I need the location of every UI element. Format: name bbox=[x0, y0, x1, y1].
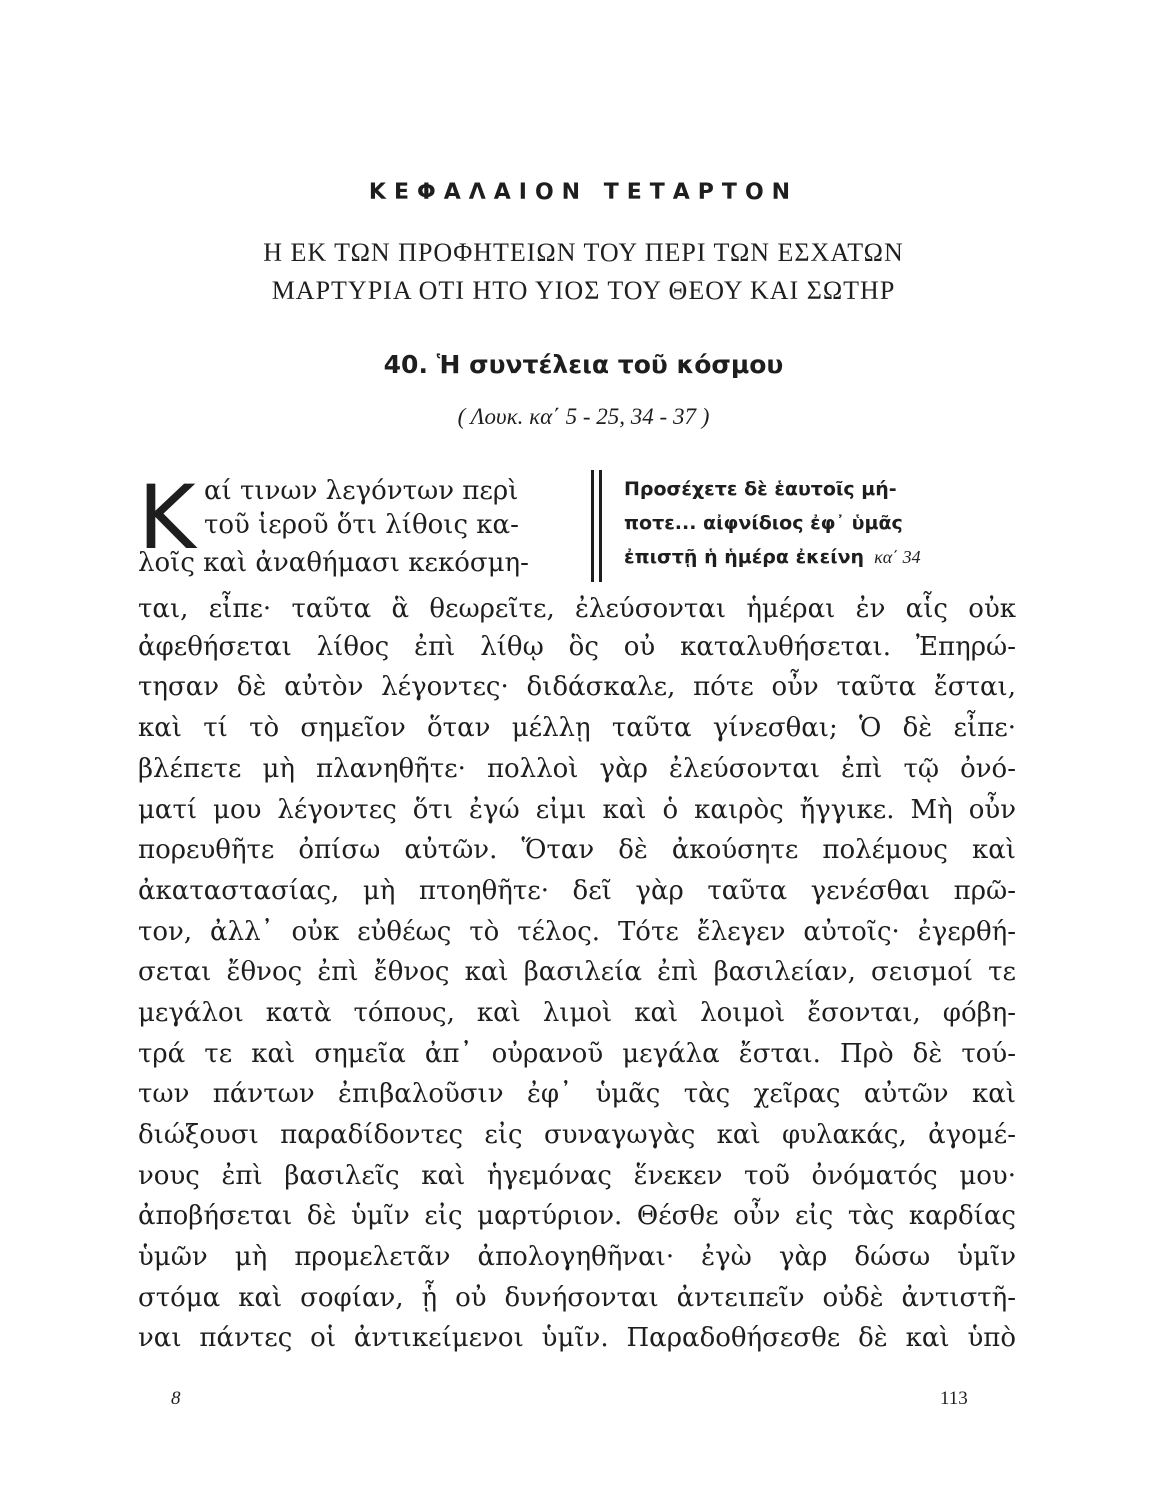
intro-line-1: αί τινων λεγόντων περὶ bbox=[204, 476, 519, 506]
chapter-subtitle-line-2: ΜΑΡΤΥΡΙΑ ΟΤΙ ΗΤΟ ΥΙΟΣ ΤΟΥ ΘΕΟΥ ΚΑΙ ΣΩΤΗΡ bbox=[271, 276, 896, 305]
signature-mark: 8 bbox=[171, 1388, 181, 1409]
body-line: ἀποβήσεται δὲ ὑμῖν εἰς μαρτύριον. Θέσθε οὖν εἰς τὰς καρδίας bbox=[138, 1201, 1016, 1231]
sidenote-line-1: Προσέχετε δὲ ἑαυτοῖς μή- bbox=[624, 478, 897, 500]
sidenote-line-2: ποτε... αἰφνίδιος ἐφ᾽ ὑμᾶς bbox=[624, 512, 903, 534]
sidenote-line-3-text: ἐπιστῇ ἡ ἡμέρα ἐκείνη bbox=[624, 546, 865, 568]
intro-line-2: τοῦ ἱεροῦ ὅτι λίθοις κα- bbox=[204, 510, 519, 540]
body-line: διώξουσι παραδίδοντες εἰς συναγωγὰς καὶ φυλακάς, ἀγομέ- bbox=[138, 1120, 1016, 1150]
section-title: 40. Ἡ συντέλεια τοῦ κόσμου bbox=[383, 350, 784, 379]
body-line: ἀφεθήσεται λίθος ἐπὶ λίθῳ ὃς οὐ καταλυθήσεται. Ἐπηρώ- bbox=[138, 632, 1016, 662]
chapter-subtitle-line-1: Η ΕΚ ΤΩΝ ΠΡΟΦΗΤΕΙΩΝ ΤΟΥ ΠΕΡΙ ΤΩΝ ΕΣΧΑΤΩΝ bbox=[263, 238, 904, 267]
body-line: τρά τε καὶ σημεῖα ἀπ᾽ οὐρανοῦ μεγάλα ἔσται. Πρὸ δὲ τού- bbox=[138, 1039, 1016, 1069]
chapter-heading: ΚΕΦΑΛΑΙΟΝ ΤΕΤΑΡΤΟΝ bbox=[368, 180, 799, 205]
body-line: ματί μου λέγοντες ὅτι ἐγώ εἰμι καὶ ὁ καιρὸς ἤγγικε. Μὴ οὖν bbox=[138, 795, 1016, 825]
body-line: ἀκαταστασίας, μὴ πτοηθῆτε· δεῖ γὰρ ταῦτα γενέσθαι πρῶ- bbox=[138, 876, 1016, 906]
body-line: πορευθῆτε ὀπίσω αὐτῶν. Ὅταν δὲ ἀκούσητε πολέμους καὶ bbox=[138, 835, 1016, 865]
body-line: ναι πάντες οἱ ἀντικείμενοι ὑμῖν. Παραδοθήσεσθε δὲ καὶ ὑπὸ bbox=[138, 1323, 1016, 1353]
sidenote-rule-left bbox=[591, 470, 594, 582]
body-line: ται, εἶπε· ταῦτα ἃ θεωρεῖτε, ἐλεύσονται ἡμέραι ἐν αἷς οὐκ bbox=[138, 594, 1016, 624]
body-line: βλέπετε μὴ πλανηθῆτε· πολλοὶ γὰρ ἐλεύσονται ἐπὶ τῷ ὀνό- bbox=[138, 754, 1016, 784]
body-line: σεται ἔθνος ἐπὶ ἔθνος καὶ βασιλεία ἐπὶ βασιλείαν, σεισμοί τε bbox=[138, 957, 1016, 987]
section-reference: ( Λουκ. κα΄ 5 - 25, 34 - 37 ) bbox=[457, 404, 710, 429]
sidenote-rule-right bbox=[599, 470, 602, 582]
body-line: των πάντων ἐπιβαλοῦσιν ἐφ᾽ ὑμᾶς τὰς χεῖρας αὐτῶν καὶ bbox=[138, 1079, 1016, 1109]
body-line: νους ἐπὶ βασιλεῖς καὶ ἡγεμόνας ἕνεκεν τοῦ ὀνόματός μου· bbox=[138, 1161, 1016, 1191]
body-line: ὑμῶν μὴ προμελετᾶν ἀπολογηθῆναι· ἐγὼ γὰρ δώσω ὑμῖν bbox=[138, 1242, 1016, 1272]
page-number: 113 bbox=[940, 1388, 968, 1409]
sidenote-reference: κα΄ 34 bbox=[874, 547, 921, 567]
body-line: στόμα καὶ σοφίαν, ᾗ οὐ δυνήσονται ἀντειπεῖν οὐδὲ ἀντιστῆ- bbox=[138, 1283, 1016, 1313]
body-line: τησαν δὲ αὐτὸν λέγοντες· διδάσκαλε, πότε οὖν ταῦτα ἔσται, bbox=[138, 672, 1016, 702]
drop-cap: Κ bbox=[138, 466, 196, 569]
body-line: καὶ τί τὸ σημεῖον ὅταν μέλλῃ ταῦτα γίνεσθαι; Ὁ δὲ εἶπε· bbox=[138, 713, 1016, 743]
sidenote-line-3 bbox=[624, 540, 1019, 574]
body-line: τον, ἀλλ᾽ οὐκ εὐθέως τὸ τέλος. Τότε ἔλεγεν αὐτοῖς· ἐγερθή- bbox=[138, 917, 1016, 947]
body-line: μεγάλοι κατὰ τόπους, καὶ λιμοὶ καὶ λοιμοὶ ἔσονται, φόβη- bbox=[138, 998, 1016, 1028]
intro-line-3: λοῖς καὶ ἀναθήμασι κεκόσμη- bbox=[138, 548, 529, 578]
